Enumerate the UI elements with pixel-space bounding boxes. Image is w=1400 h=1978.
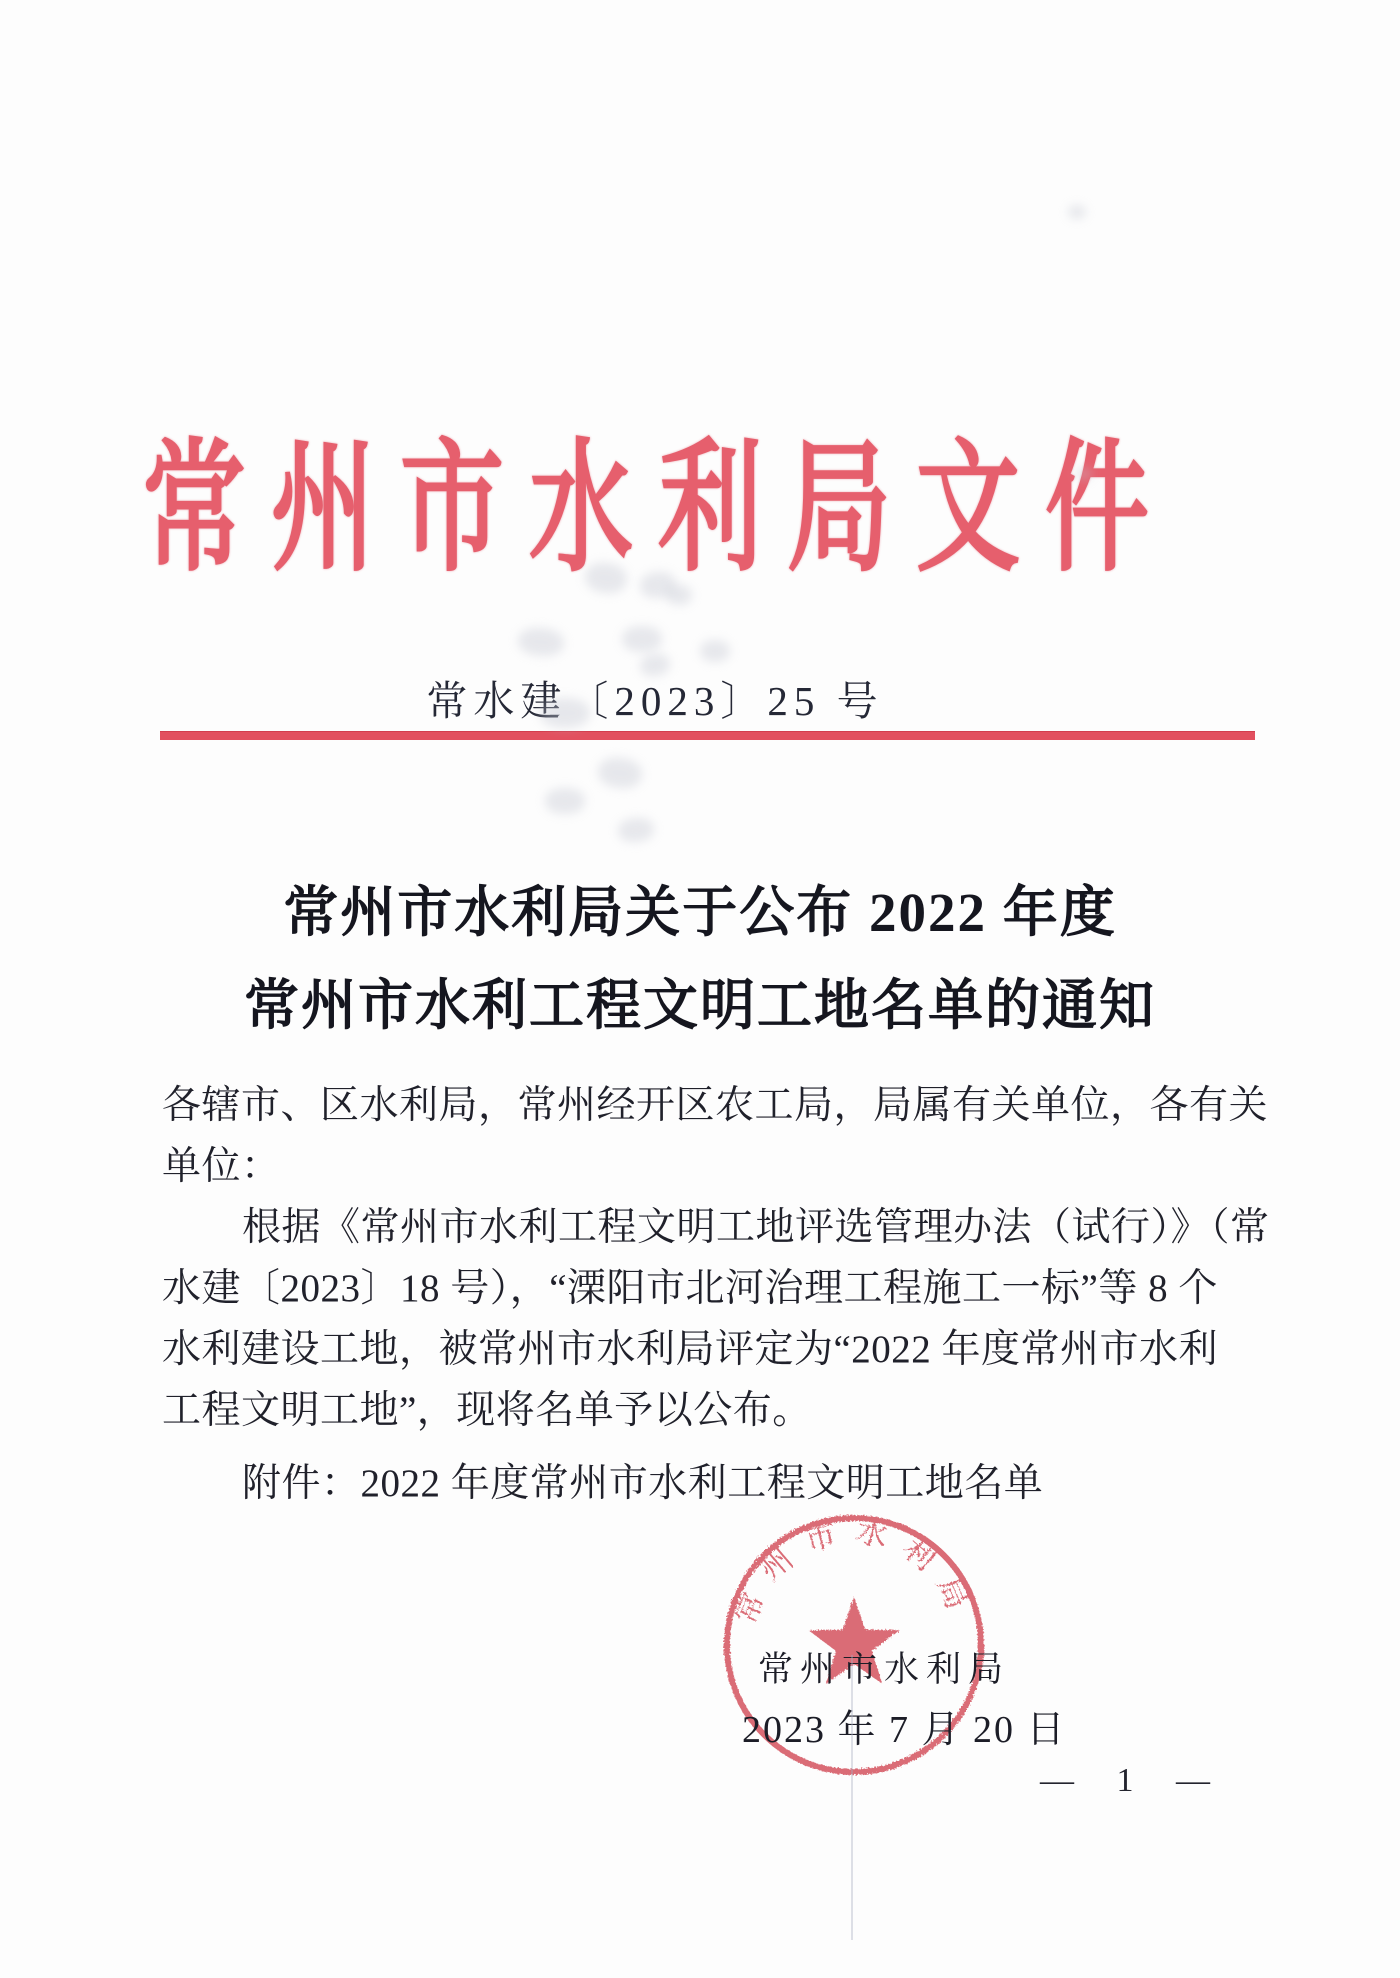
signature-org: 常州市水利局 (758, 1650, 1011, 1689)
document-title-line2: 常州市水利工程文明工地名单的通知 (243, 975, 1156, 1036)
document-number: 常水建〔2023〕25 号 (426, 678, 884, 724)
scan-smudge (1076, 468, 1092, 480)
body-paragraph-line2: 水建〔2023〕18 号），“溧阳市北河治理工程施工一标”等 8 个 (162, 1267, 1218, 1310)
scan-smudge (545, 788, 585, 814)
document-body (162, 1075, 1272, 1514)
scan-smudge (596, 755, 643, 790)
body-salutation-line2: 单位： (162, 1145, 281, 1188)
scan-smudge (666, 585, 692, 605)
body-paragraph-line1: 根据《常州市水利工程文明工地评选管理办法（试行）》（常 (242, 1206, 1270, 1249)
scan-smudge (540, 698, 590, 728)
signature-date: 2023 年 7 月 20 日 (742, 1709, 1067, 1751)
body-paragraph-line3: 水利建设工地，被常州市水利局评定为“2022 年度常州市水利 (162, 1328, 1219, 1371)
attachment-line: 附件：2022 年度常州市水利工程文明工地名单 (242, 1462, 1044, 1505)
scan-smudge (617, 816, 655, 843)
document-title-line1: 常州市水利局关于公布 2022 年度 (283, 882, 1117, 943)
scan-line-artifact (851, 1655, 853, 1940)
body-paragraph-line4: 工程文明工地”，现将名单予以公布。 (162, 1389, 812, 1432)
seal-arc-text: 常州市水利局 (726, 1512, 982, 1629)
document-title (0, 866, 1400, 1052)
scan-smudge (1068, 205, 1086, 219)
page-number: — 1 — (1040, 1762, 1220, 1799)
letterhead-rule (160, 731, 1255, 740)
body-salutation-line1: 各辖市、区水利局，常州经开区农工局，局属有关单位，各有关 (162, 1084, 1269, 1127)
scan-smudge (517, 626, 565, 658)
scan-smudge (622, 626, 662, 652)
scan-smudge (700, 640, 730, 662)
letterhead-title: 常州市水利局文件 (141, 430, 1174, 590)
